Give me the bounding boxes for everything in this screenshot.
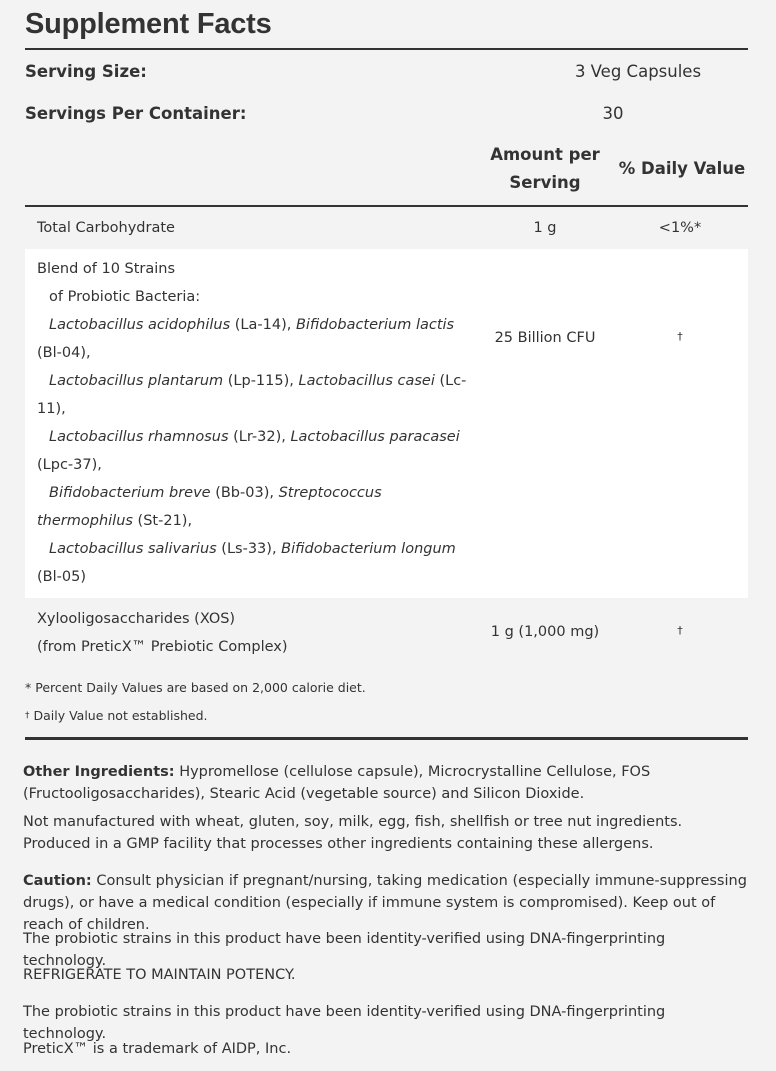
- blend-line: [37, 535, 477, 563]
- other-ingredients-text: Hypromellose (cellulose capsule), Microcrystalline Cellulose, FOS (Fructooligosaccharides), Stearic Acid (vegetable source) and Silicon Dioxide.: [23, 764, 651, 802]
- caution-statement: [23, 870, 748, 936]
- strain-name: Bifidobacterium longum: [281, 541, 456, 557]
- strain-code: (Lp-115),: [223, 373, 299, 389]
- dna-verification-note-repeat: The probiotic strains in this product have been identity-verified using DNA-fingerprinting technology.: [23, 1004, 666, 1042]
- strain-name: Streptococcus: [278, 485, 382, 501]
- strain-code: 11),: [37, 401, 66, 417]
- strain-name: Lactobacillus paracasei: [290, 429, 460, 445]
- table-row-xos: [25, 598, 748, 668]
- strain-code: (Ls-33),: [216, 541, 282, 557]
- table-row-probiotic-blend: [25, 249, 748, 598]
- strain-code: (Bl-05): [37, 569, 86, 585]
- strain-code: (Lr-32),: [228, 429, 291, 445]
- blend-line: [37, 423, 477, 451]
- servings-per-container-label: Servings Per Container:: [25, 104, 247, 123]
- title-rule: [25, 48, 748, 50]
- page-title: Supplement Facts: [25, 8, 272, 40]
- strain-code: (St-21),: [132, 513, 193, 529]
- strain-name: Bifidobacterium lactis: [295, 317, 455, 333]
- allergen-statement: Not manufactured with wheat, gluten, soy, milk, egg, fish, shellfish or tree nut ingredients. Produced in a GMP facility that processes other ingredients containing these allergens.: [23, 814, 683, 852]
- blend-line: [37, 311, 477, 339]
- nutrient-daily-value: <1%*: [658, 220, 702, 236]
- xos-name-line1: Xylooligosaccharides (XOS): [37, 611, 236, 627]
- serving-size-value: 3 Veg Capsules: [574, 62, 702, 81]
- probiotic-blend-daily-value: †: [677, 330, 683, 343]
- strain-code: (La-14),: [230, 317, 296, 333]
- probiotic-blend-name: [37, 255, 477, 591]
- footnote-dagger: [25, 708, 208, 723]
- xos-name-line2: (from PreticX™ Prebiotic Complex): [37, 639, 288, 655]
- other-ingredients-label: Other Ingredients:: [23, 764, 175, 780]
- strain-name: Lactobacillus salivarius: [49, 541, 217, 557]
- strain-code: (Bb-03),: [210, 485, 279, 501]
- blend-line: [37, 367, 477, 395]
- caution-text: Consult physician if pregnant/nursing, taking medication (especially immune-suppressing drugs), or have a medical condition (especially if immune system is compromised). Keep out of reach of children.: [23, 873, 747, 933]
- nutrient-amount: 1 g: [533, 220, 557, 236]
- refrigerate-note: REFRIGERATE TO MAINTAIN POTENCY.: [23, 967, 296, 983]
- trademark-note: PreticX™ is a trademark of AIDP, Inc.: [23, 1041, 292, 1057]
- serving-size-label: Serving Size:: [25, 62, 147, 81]
- strain-code: (Lc-: [434, 373, 467, 389]
- probiotic-blend-amount: 25 Billion CFU: [494, 330, 596, 346]
- strain-name: Lactobacillus plantarum: [49, 373, 224, 389]
- strain-name: Lactobacillus rhamnosus: [49, 429, 229, 445]
- other-ingredients: [23, 761, 748, 805]
- dna-verification-note: The probiotic strains in this product have been identity-verified using DNA-fingerprinting technology.: [23, 931, 666, 969]
- strain-name: Bifidobacterium breve: [49, 485, 211, 501]
- dagger-text: Daily Value not established.: [33, 708, 208, 723]
- blend-line: [37, 479, 477, 507]
- amount-per-serving-header: [470, 141, 620, 197]
- servings-per-container-value: 30: [602, 104, 624, 123]
- daily-value-header: % Daily Value: [618, 159, 746, 178]
- amount-header-line1: Amount per: [490, 145, 600, 164]
- blend-line: [37, 507, 477, 535]
- amount-header-line2: Serving: [509, 173, 581, 192]
- nutrient-name: Total Carbohydrate: [37, 220, 175, 236]
- facts-bottom-rule: [25, 737, 748, 740]
- dagger-mark: †: [25, 711, 30, 721]
- blend-line: of Probiotic Bacteria:: [49, 289, 201, 305]
- strain-name: Lactobacillus casei: [298, 373, 435, 389]
- strain-name: thermophilus: [37, 513, 133, 529]
- xos-amount: 1 g (1,000 mg): [490, 624, 600, 640]
- footnote-percent-dv: * Percent Daily Values are based on 2,000 calorie diet.: [25, 680, 366, 695]
- strain-code: (Lpc-37),: [37, 457, 102, 473]
- strain-name: Lactobacillus acidophilus: [49, 317, 231, 333]
- blend-line: Blend of 10 Strains: [37, 261, 176, 277]
- caution-label: Caution:: [23, 873, 92, 889]
- xos-name: [37, 605, 477, 661]
- strain-code: (Bl-04),: [37, 345, 91, 361]
- table-row-carbohydrate: [25, 207, 748, 249]
- xos-daily-value: †: [677, 624, 683, 637]
